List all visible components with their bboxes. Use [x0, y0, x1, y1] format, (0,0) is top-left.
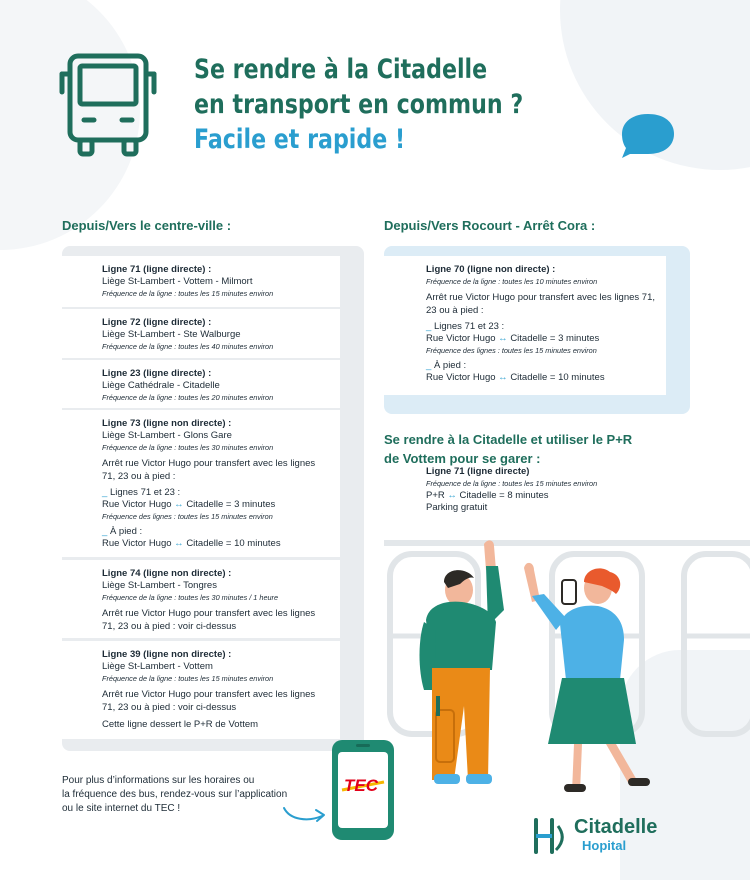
dash-icon: _: [426, 360, 434, 371]
bus-passengers-illustration: [384, 530, 750, 800]
speech-bubble-icon: [620, 112, 676, 160]
logo-mark-icon: [526, 816, 566, 856]
sub-route: Rue Victor Hugo ↔ Citadelle = 10 minutes: [426, 372, 605, 383]
line-frequency: Fréquence de la ligne : toutes les 40 minutes environ: [102, 342, 274, 351]
right-section-heading: Depuis/Vers Rocourt - Arrêt Cora :: [384, 218, 596, 233]
dash-icon: _: [102, 526, 110, 537]
sub-route-heading: _ À pied :: [426, 360, 467, 371]
transfer-note: Arrêt rue Victor Hugo pour transfert avec les lignes 71, 23 ou à pied : voir ci-dessus: [102, 608, 316, 632]
line-title: Ligne 72 (ligne directe) :: [102, 317, 212, 328]
sub-route: Rue Victor Hugo ↔ Citadelle = 10 minutes: [102, 538, 281, 549]
footer-info: Pour plus d’informations sur les horaires ou la fréquence des bus, rendez-vous sur l’application ou le site internet du TEC !: [62, 775, 288, 814]
line-card: [62, 309, 340, 358]
parking-note: Parking gratuit: [426, 502, 488, 513]
line-frequency: Fréquence de la ligne : toutes les 30 minutes / 1 heure: [102, 593, 279, 602]
title-line-3: Facile et rapide !: [194, 124, 406, 155]
line-route: Liège St-Lambert - Ste Walburge: [102, 329, 241, 340]
woman-figure: [524, 563, 650, 792]
line-title: Ligne 73 (ligne non directe) :: [102, 418, 232, 429]
line-route: Liège St-Lambert - Tongres: [102, 580, 217, 591]
line-route: Liège St-Lambert - Glons Gare: [102, 430, 232, 441]
tec-logo: TEC: [344, 776, 378, 795]
sub-route-frequency: Fréquence des lignes : toutes les 15 minutes environ: [426, 346, 597, 355]
dash-icon: _: [102, 487, 110, 498]
curved-arrow-icon: [280, 800, 330, 826]
line-title: Ligne 39 (ligne non directe) :: [102, 649, 232, 660]
sub-route-heading: _ À pied :: [102, 526, 143, 537]
line-route: Liège St-Lambert - Vottem - Milmort: [102, 276, 253, 287]
double-arrow-icon: ↔: [174, 499, 184, 510]
logo-sub: Hopital: [582, 838, 627, 853]
line-frequency: Fréquence de la ligne : toutes les 20 minutes environ: [102, 393, 274, 402]
line-title: Ligne 74 (ligne non directe) :: [102, 568, 232, 579]
citadelle-logo: [526, 814, 716, 858]
bus-icon: [58, 52, 158, 158]
park-ride-route: P+R ↔ Citadelle = 8 minutes: [426, 490, 549, 501]
double-arrow-icon: ↔: [498, 333, 508, 344]
sub-route-frequency: Fréquence des lignes : toutes les 15 minutes environ: [102, 512, 273, 521]
line-title: Ligne 71 (ligne directe) :: [102, 264, 212, 275]
transfer-note: Arrêt rue Victor Hugo pour transfert avec les lignes 71, 23 ou à pied : voir ci-dessus: [102, 689, 316, 713]
man-figure: [420, 540, 505, 784]
line-card: [62, 410, 340, 557]
page-title: [194, 52, 523, 157]
title-line-2: en transport en commun ?: [194, 89, 524, 120]
title-line-1: Se rendre à la Citadelle: [194, 54, 488, 85]
sub-route-heading: _ Lignes 71 et 23 :: [102, 487, 181, 498]
line-frequency: Fréquence de la ligne : toutes les 10 minutes environ: [426, 277, 598, 286]
line-card: [62, 560, 340, 638]
park-ride-details: [426, 466, 597, 514]
line-card: [384, 256, 666, 395]
line-frequency: Fréquence de la ligne : toutes les 15 minutes environ: [426, 479, 598, 488]
line-card: [62, 641, 340, 739]
line-route: Liège Cathédrale - Citadelle: [102, 380, 220, 391]
double-arrow-icon: ↔: [447, 490, 457, 501]
transfer-note: Arrêt rue Victor Hugo pour transfert avec les lignes 71, 23 ou à pied :: [426, 292, 655, 316]
line-title: Ligne 23 (ligne directe) :: [102, 368, 212, 379]
sub-route: Rue Victor Hugo ↔ Citadelle = 3 minutes: [426, 333, 600, 344]
sub-route-heading: _ Lignes 71 et 23 :: [426, 321, 505, 332]
double-arrow-icon: ↔: [498, 372, 508, 383]
park-ride-note: Cette ligne dessert le P+R de Vottem: [102, 719, 259, 730]
sub-route: Rue Victor Hugo ↔ Citadelle = 3 minutes: [102, 499, 276, 510]
line-frequency: Fréquence de la ligne : toutes les 30 minutes environ: [102, 443, 274, 452]
double-arrow-icon: ↔: [174, 538, 184, 549]
left-section-heading: Depuis/Vers le centre-ville :: [62, 218, 232, 233]
park-ride-heading: Se rendre à la Citadelle et utiliser le P+R de Vottem pour se garer :: [384, 432, 633, 466]
line-frequency: Fréquence de la ligne : toutes les 15 minutes environ: [102, 289, 274, 298]
transfer-note: Arrêt rue Victor Hugo pour transfert avec les lignes 71, 23 ou à pied :: [102, 458, 316, 482]
line-card: [62, 256, 340, 307]
line-route: Liège St-Lambert - Vottem: [102, 661, 213, 672]
line-title: Ligne 71 (ligne directe): [426, 466, 530, 477]
line-frequency: Fréquence de la ligne : toutes les 15 minutes environ: [102, 674, 274, 683]
line-title: Ligne 70 (ligne non directe) :: [426, 264, 556, 275]
logo-name: Citadelle: [574, 816, 658, 838]
line-card: [62, 360, 340, 408]
phone-icon[interactable]: [330, 738, 396, 842]
dash-icon: _: [426, 321, 434, 332]
